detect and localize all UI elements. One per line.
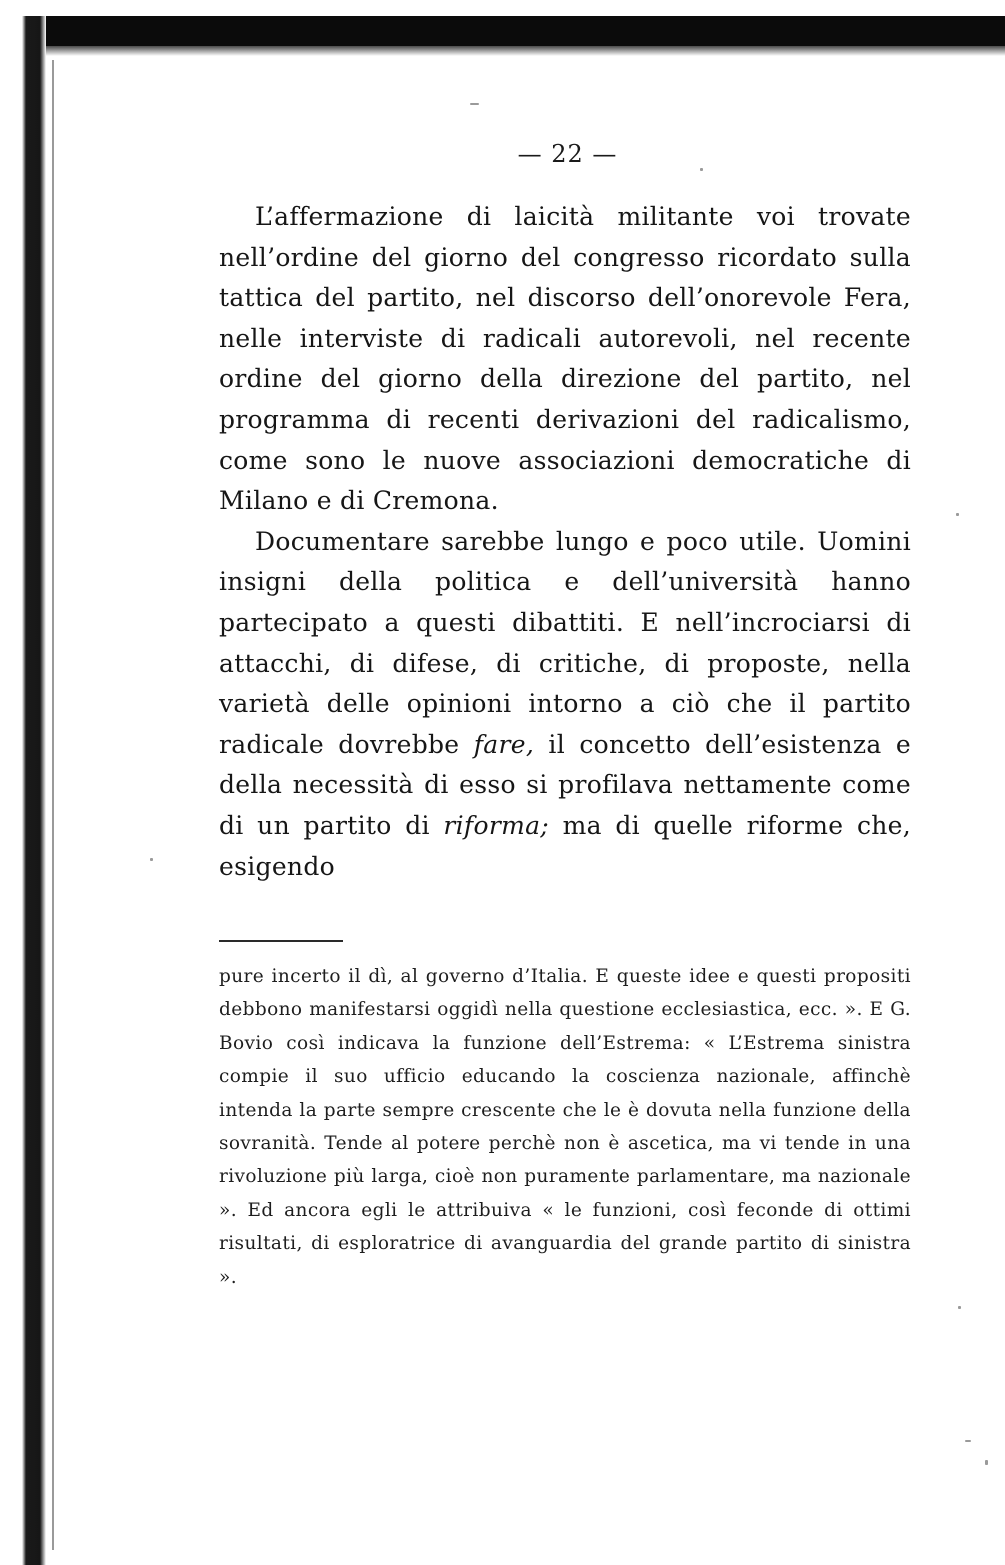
footnote-separator: [219, 940, 343, 942]
scan-speck: [985, 1460, 988, 1465]
body-paragraph: [219, 197, 911, 522]
italic-word: riforma;: [443, 810, 550, 840]
scan-top-border: [14, 16, 1005, 46]
scan-margin-line: [52, 60, 54, 1550]
scan-speck: [150, 858, 153, 861]
scan-speck: [965, 1440, 971, 1442]
italic-word: fare,: [473, 729, 535, 759]
page-number: — 22 —: [517, 140, 618, 168]
footnote: pure incerto il dì, al governo d’Italia. E queste idee e questi propositi debbono manifestarsi oggidì nella questione ecclesiastica, ecc. ». E G. Bovio così indicava la funzione dell’Estrema: « L’Estrema sinistra compie il suo ufficio educando la coscienza nazionale, affinchè intenda la parte sempre crescente che le è dovuta nella funzione della sovranità. Tende al potere perchè non è ascetica, ma vi tende in una rivoluzione più larga, cioè non puramente parlamentare, ma nazionale ». Ed ancora egli le attribuiva « le funzioni, così feconde di ottimi risultati, di esploratrice di avanguardia del grande partito di sinistra ».: [219, 966, 911, 1288]
scan-top-shadow: [46, 46, 1005, 56]
scan-binding-edge: [14, 16, 46, 1565]
paragraph-text: ma di quelle riforme che, esigendo: [219, 810, 911, 881]
scan-speck: [958, 1306, 961, 1309]
body-paragraph: [219, 522, 911, 887]
paragraph-text: L’affermazione di laicità militante voi trovate nell’ordine del giorno del congresso ricordato sulla tattica del partito, nel discorso dell’onorevole Fera, nelle interviste di radicali autorevoli, nel recente ordine del giorno della direzione del partito, nel programma di recenti derivazioni del radicalismo, come sono le nuove associazioni democratiche di Milano e di Cremona.: [219, 202, 911, 516]
main-text: [219, 197, 911, 887]
scan-speck: [700, 168, 703, 171]
paragraph-text: Documentare sarebbe lungo e poco utile. Uomini insigni della politica e dell’università hanno partecipato a questi dibattiti. E nell’incrociarsi di attacchi, di difese, di critiche, di proposte, nella varietà delle opinioni intorno a ciò che il partito radicale dovrebbe: [219, 526, 911, 759]
scan-speck: [956, 513, 959, 516]
scan-speck: [470, 103, 479, 105]
paragraph-text: il concetto dell’esistenza e della necessità di esso si profilava nettamente come di un partito di: [219, 729, 911, 840]
